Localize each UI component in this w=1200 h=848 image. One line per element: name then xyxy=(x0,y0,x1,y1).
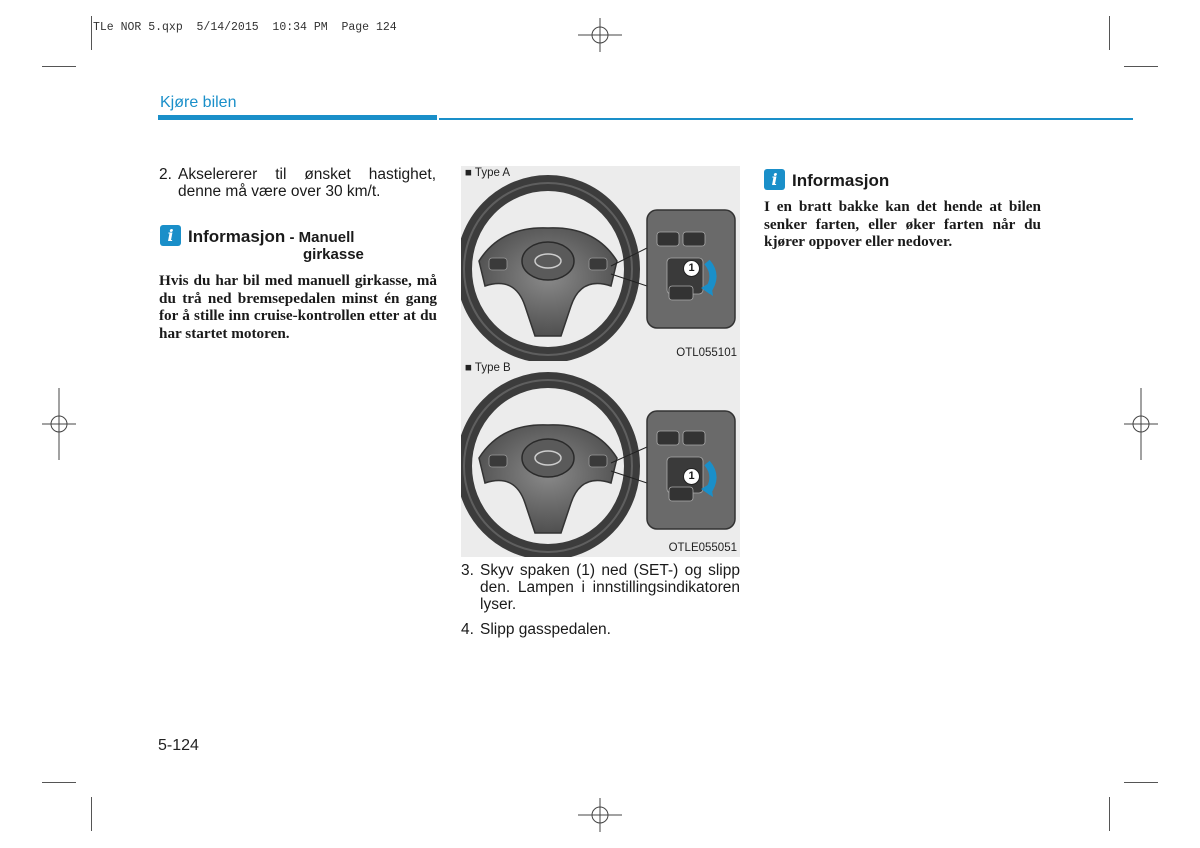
info-title: Informasjon xyxy=(188,227,286,246)
registration-mark-top xyxy=(578,18,622,52)
registration-mark-left xyxy=(42,388,76,460)
figure-a-label: ■ Type A xyxy=(465,167,511,179)
step-2-number: 2. xyxy=(159,166,172,183)
step-3-number: 3. xyxy=(461,562,474,579)
header-rule-dark xyxy=(158,115,437,120)
registration-mark-right xyxy=(1124,388,1158,460)
figure-b-callout: 1 xyxy=(683,468,700,485)
info-body-manual: Hvis du har bil med manuell girkasse, må du trå ned bremsepedalen minst én gang for å stille inn cruise-kontrollen etter at du har startet motoren. xyxy=(159,272,437,342)
step-4 xyxy=(461,621,740,638)
step-3 xyxy=(461,562,740,613)
figure-type-a xyxy=(461,166,740,362)
registration-mark-bottom xyxy=(578,798,622,832)
step-3-text: Skyv spaken (1) ned (SET-) og slipp den. Lampen i innstillingsindikatoren lyser. xyxy=(480,562,740,613)
info-icon: i xyxy=(160,225,181,246)
figure-a-code: OTL055101 xyxy=(676,347,737,359)
figure-b-code: OTLE055051 xyxy=(668,542,737,554)
info-title: Informasjon xyxy=(792,171,890,190)
step-4-number: 4. xyxy=(461,621,474,638)
steering-wheel-b-illustration xyxy=(461,361,740,557)
info-box-manual xyxy=(160,225,437,263)
step-2-text: Akselererer til ønsket hastighet, denne må være over 30 km/t. xyxy=(178,166,436,200)
page-number: 5-124 xyxy=(158,737,199,754)
section-title: Kjøre bilen xyxy=(160,94,237,111)
figure-b-label: ■ Type B xyxy=(465,362,511,374)
info-subtitle-line1: - Manuell xyxy=(285,229,355,246)
step-4-text: Slipp gasspedalen. xyxy=(480,621,611,638)
info-icon: i xyxy=(764,169,785,190)
printer-slug: TLe NOR 5.qxp 5/14/2015 10:34 PM Page 124 xyxy=(93,21,397,34)
info-box-slope xyxy=(764,169,1041,191)
info-subtitle-line2: girkasse xyxy=(303,246,364,263)
figure-a-callout: 1 xyxy=(683,260,700,277)
header-rule-light xyxy=(439,118,1133,120)
info-body-slope: I en bratt bakke kan det hende at bilen senker farten, eller øker farten når du kjører oppover eller nedover. xyxy=(764,198,1041,250)
figure-type-b xyxy=(461,361,740,557)
step-2 xyxy=(159,166,436,200)
